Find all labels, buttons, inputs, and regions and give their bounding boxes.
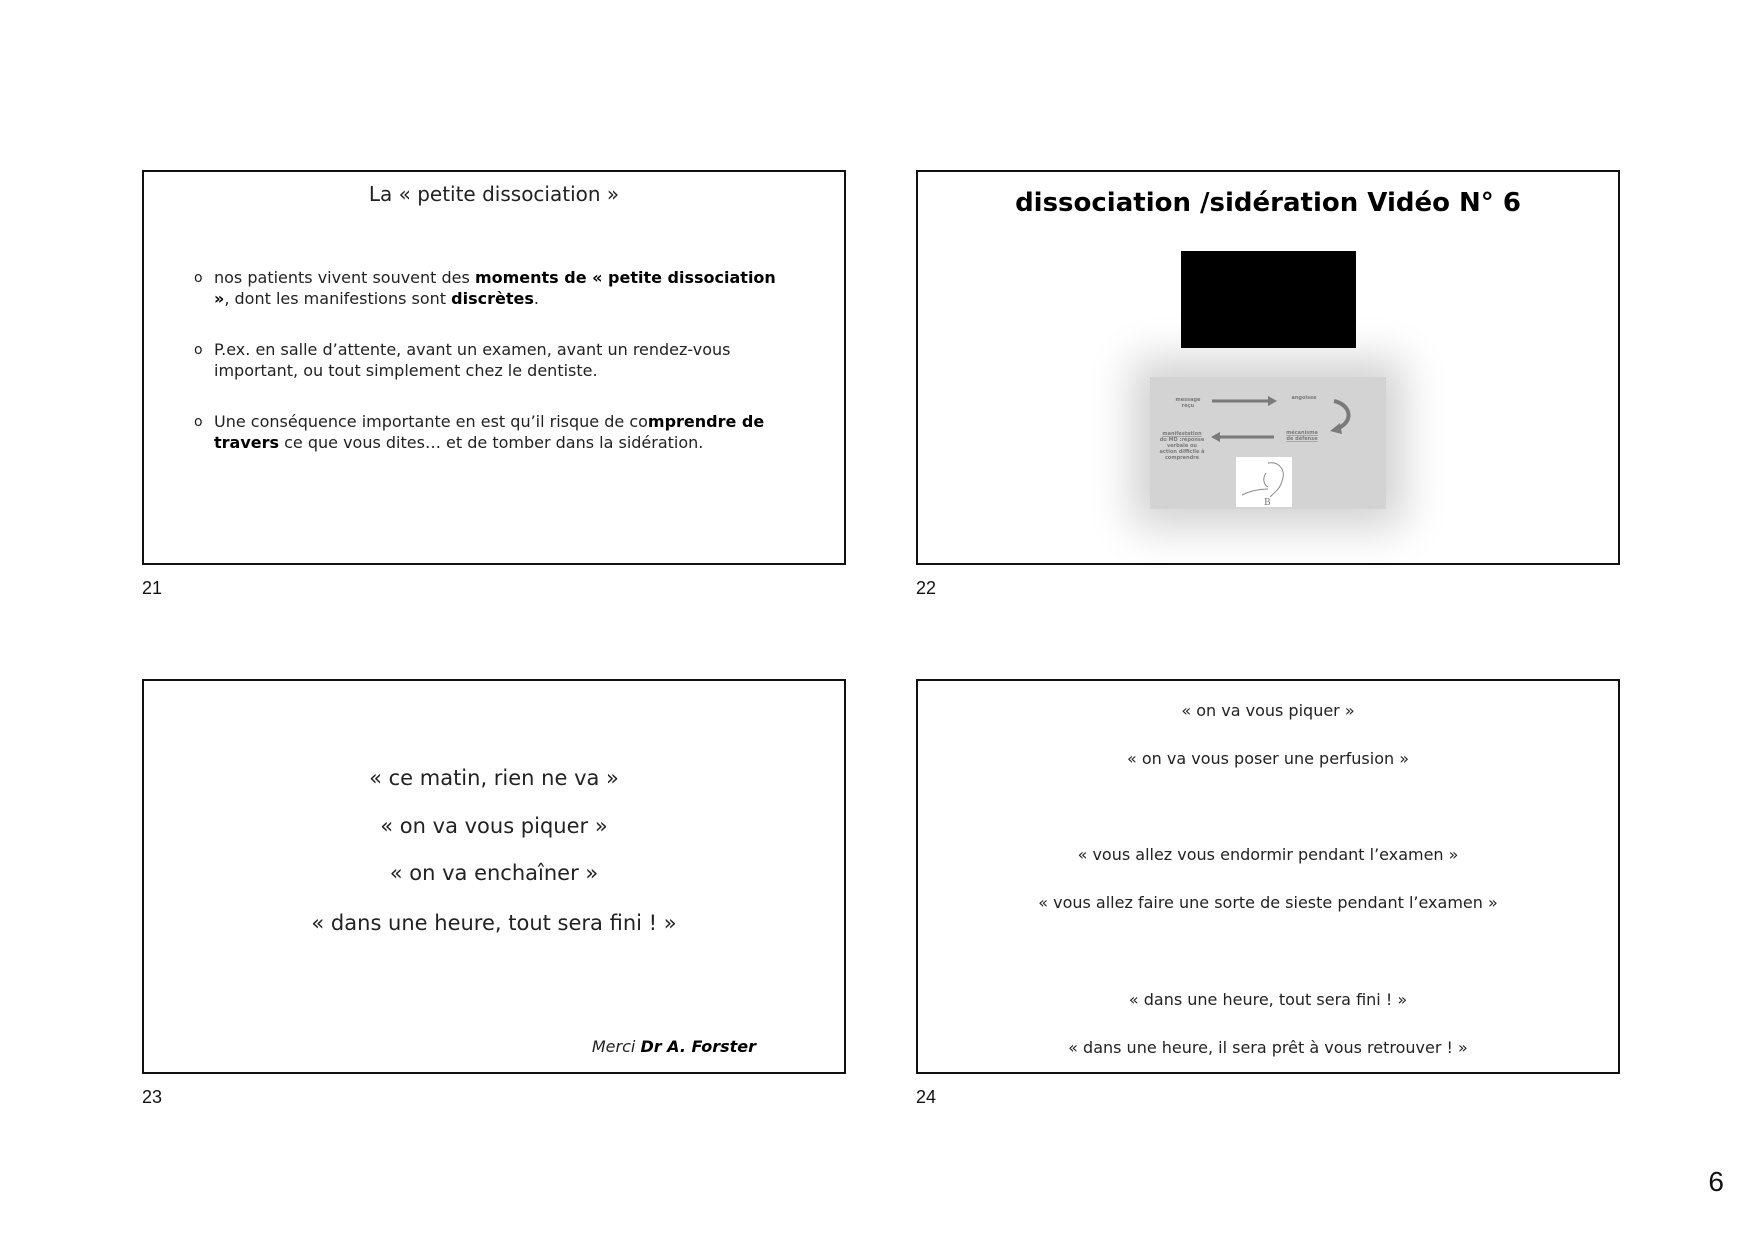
circle-bullet-icon: o — [194, 270, 203, 286]
diagram-label-message: message — [1175, 397, 1201, 403]
arrow-right-icon — [1268, 396, 1277, 406]
bullet-item: o nos patients vivent souvent des moments de « petite dissociation », dont les manifestions sont discrètes. — [194, 268, 776, 308]
quote-text: « on va vous piquer » — [380, 814, 608, 838]
quote-text: « dans une heure, tout sera fini ! » — [311, 911, 677, 935]
circle-bullet-icon: o — [194, 414, 203, 430]
bullet-item: o Une conséquence importante en est qu’il risque de comprendre de travers ce que vous dites… et de tomber dans la sidération. — [194, 412, 765, 452]
diagram-label-manifestation: comprendre — [1164, 455, 1200, 461]
diagram-label-manifestation: manifestation — [1162, 431, 1202, 437]
quote-text: « vous allez vous endormir pendant l’examen » — [1077, 845, 1459, 864]
video-placeholder[interactable] — [1181, 251, 1356, 348]
circle-bullet-icon: o — [194, 342, 203, 358]
curved-arrow-icon — [1334, 401, 1349, 429]
quote-text: « dans une heure, il sera prêt à vous retrouver ! » — [1068, 1038, 1468, 1057]
diagram-label-message: reçu — [1181, 403, 1195, 409]
slide-number: 21 — [142, 578, 163, 598]
dissociation-diagram — [1150, 377, 1386, 509]
slide-24 — [916, 679, 1620, 1074]
quote-text: « on va vous piquer » — [1181, 701, 1355, 720]
diagram-svg — [1150, 377, 1386, 509]
slide-23 — [142, 679, 846, 1074]
slide-title: La « petite dissociation » — [368, 182, 620, 206]
diagram-label-manifestation: verbale ou — [1167, 443, 1197, 449]
figure-letter: B — [1264, 498, 1271, 508]
page-number: 6 — [1708, 1166, 1724, 1197]
quote-text: « ce matin, rien ne va » — [369, 766, 619, 790]
bullet-item: o P.ex. en salle d’attente, avant un examen, avant un rendez-vous important, ou tout simplement chez le dentiste. — [194, 340, 731, 380]
quote-text: « dans une heure, tout sera fini ! » — [1128, 990, 1408, 1009]
diagram-label-mecanisme: mécanisme — [1286, 430, 1318, 436]
diagram-label-angoisse: angoisse — [1291, 395, 1317, 401]
quote-text: « on va vous poser une perfusion » — [1126, 749, 1409, 768]
bullet-list — [194, 267, 794, 483]
diagram-label-manifestation: du MD :réponse — [1159, 437, 1205, 443]
quote-text: « vous allez faire une sorte de sieste pendant l’examen » — [1038, 893, 1498, 912]
diagram-label-mecanisme: de défense — [1286, 436, 1318, 442]
diagram-label-manifestation: action difficile à — [1159, 449, 1205, 455]
slide-number: 23 — [142, 1087, 163, 1107]
slide-21 — [142, 170, 846, 565]
slide-22 — [916, 170, 1620, 565]
arrow-left-icon — [1211, 432, 1220, 442]
thanks-credit: Merci Dr A. Forster — [591, 1037, 756, 1056]
slide-title: dissociation /sidération Vidéo N° 6 — [1015, 188, 1521, 218]
slide-number: 24 — [916, 1087, 937, 1107]
curved-arrow-icon — [1330, 423, 1342, 434]
quote-text: « on va enchaîner » — [389, 861, 599, 885]
slide-number: 22 — [916, 578, 937, 598]
